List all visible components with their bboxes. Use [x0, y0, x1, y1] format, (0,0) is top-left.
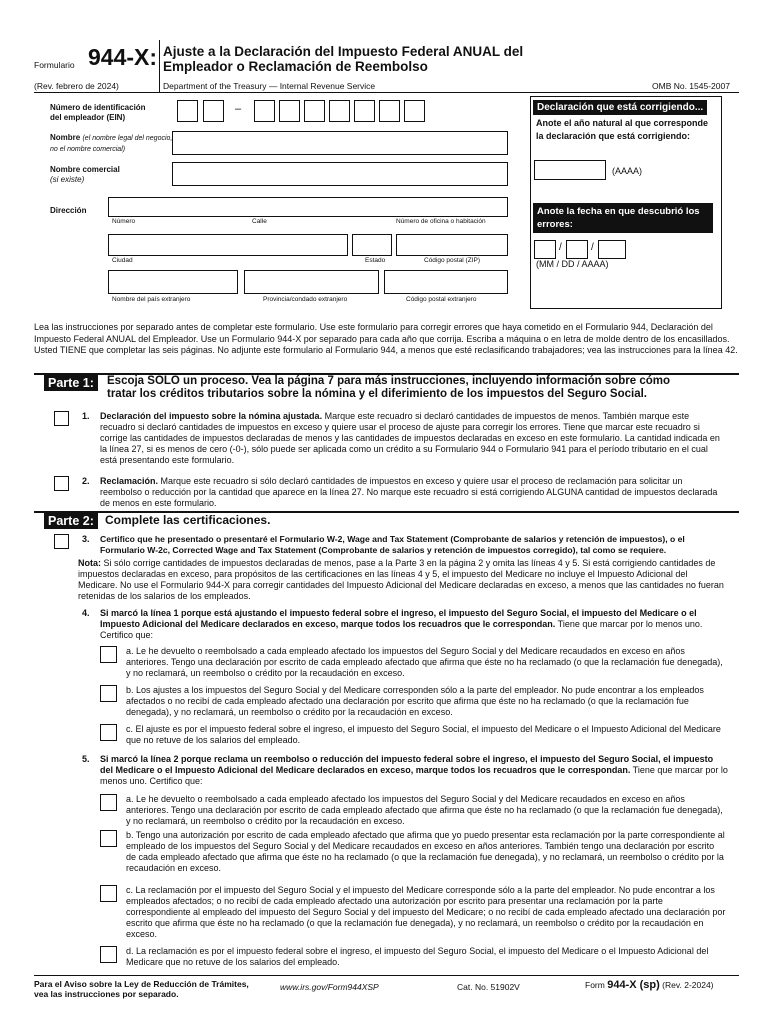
form-header [34, 40, 739, 92]
line5c-text: c. La reclamación por el impuesto del Seguro Social y el impuesto del Medicare corresponde sólo a la parte del empleador. No pude encontrar a los empleados afectados; o no recibí de cada empleado afectado una autorización por escrito para presentar una reclamación por la parte correspondiente al empleado del impuesto del Seguro Social y del impuesto del Medicare; o no recibí de cada empleado afectado una declaración por escrito que afirma que éste no ha reclamado (o que la reclamación fue denegada), y no reclamará, un reembolso o crédito por la recaudación en exceso. [126, 885, 726, 939]
line1-num: 1. [82, 411, 90, 421]
month-input[interactable] [534, 240, 556, 259]
estado-caption: Estado [365, 257, 386, 264]
date-slash-1: / [559, 242, 562, 253]
ein-digit-5[interactable] [304, 100, 325, 122]
ein-dash: – [235, 103, 242, 115]
line4-num: 4. [82, 608, 90, 618]
date-slash-2: / [591, 242, 594, 253]
line5b-text: b. Tengo una autorización por escrito de cada empleado afectado que afirma que yo puedo presentar esta reclamación por la parte correspondiente al empleado de los impuestos del Seguro Social y del Medicare recaudados en exceso en años anteriores. También tengo una declaración por escrito de cada empleado afectado que afirma que éste no ha reclamado (o que la reclamación fue denegada), y no reclamará, un reembolso o crédito por la recaudación en exceso. [126, 830, 725, 873]
ein-digit-4[interactable] [279, 100, 300, 122]
department: Department of the Treasury — Internal Revenue Service [163, 81, 376, 91]
line1-text: Declaración del impuesto sobre la nómina ajustada. Marque este recuadro si declaró cantidades de impuestos de menos. También marque este recuadro si declaró cantidades de impuestos en exceso y quiere usar el proceso de ajuste para corregir los errores. Tiene que marcar este recuadro si corrige las cantidades de impuestos declaradas de menos y las cantidades de impuestos declaradas en exceso en este formulario. La cantidad indicada en la línea 27, si es menos de cero (-0-), sólo puede ser aplicada como un crédito a su Formulario 944 o Formulario 941 para el período tributario en el cual está presentando este formulario. [100, 411, 720, 465]
nombre-input[interactable] [172, 131, 508, 155]
line4a-checkbox[interactable] [100, 646, 117, 663]
day-input[interactable] [566, 240, 588, 259]
fecha-heading: Anote la fecha en que descubrió los errores: [533, 203, 713, 233]
year-input[interactable] [534, 160, 606, 180]
pais-input[interactable] [108, 270, 238, 294]
form-title-line1: Ajuste a la Declaración del Impuesto Federal ANUAL del [163, 44, 524, 59]
line4c-checkbox[interactable] [100, 724, 117, 741]
provincia-caption: Provincia/condado extranjero [263, 296, 348, 303]
ciudad-input[interactable] [108, 234, 348, 256]
line5a-checkbox[interactable] [100, 794, 117, 811]
zip-caption: Código postal (ZIP) [424, 257, 480, 264]
nota-text: Nota: Si sólo corrige cantidades de impuestos declaradas de menos, pase a la Parte 3 en la página 2 y omita las líneas 4 y 5. Si está corrigiendo cantidades de impuestos declaradas en exceso, para propósitos de las certificaciones en las líneas 4 y 5, el impuesto del Medicare no incluye el Impuesto Adicional del Medicare. No use el Formulario 944-X para corregir cantidades del Impuesto Adicional del Medicare declaradas en exceso, a menos que las cantidades no fueran retenidas de los salarios de los empleados. [78, 558, 724, 601]
form-title-line2: Empleador o Reclamación de Reembolso [163, 59, 428, 74]
comercial-input[interactable] [172, 162, 508, 186]
direccion-input[interactable] [108, 197, 508, 217]
header-rule [34, 92, 739, 93]
ein-digit-1[interactable] [177, 100, 198, 122]
footer-cat: Cat. No. 51902V [457, 982, 520, 992]
calle-caption: Calle [252, 218, 267, 225]
footer-url[interactable]: www.irs.gov/Form944XSP [280, 982, 379, 992]
line5-text: Si marcó la línea 2 porque reclama un reembolso o reducción del impuesto federal sobre el ingreso, el impuesto del Seguro Social, el impuesto del Medicare o el Impuesto Adicional del Medicare declarados en exceso, marque todos los recuadros que le correspondan. Tiene que marcar por lo menos uno. Certifico que: [100, 754, 728, 786]
oficina-caption: Número de oficina o habitación [396, 218, 486, 225]
omb-number: OMB No. 1545-2007 [652, 81, 730, 91]
line5c-checkbox[interactable] [100, 885, 117, 902]
line4c-text: c. El ajuste es por el impuesto federal sobre el ingreso, el impuesto del Seguro Social, el impuesto del Medicare o el Impuesto Adicional del Medicare que no retuve de los salarios del empleado. [126, 724, 721, 745]
zip-input[interactable] [396, 234, 508, 256]
panel-anote: Anote el año natural al que corresponde la declaración que está corrigiendo: [536, 118, 709, 141]
line5b-checkbox[interactable] [100, 830, 117, 847]
ein-digit-8[interactable] [379, 100, 400, 122]
line4b-text: b. Los ajustes a los impuestos del Seguro Social y del Medicare corresponden sólo a la parte del empleador. No pude encontrar a los empleados afectados o no recibí de cada empleado afectado una declaración por escrito que afirma que éste no ha reclamado (o que la reclamación fue denegada), y no reclamará, un reembolso o crédito por la recaudación en exceso. [126, 685, 704, 717]
footer-rule [34, 975, 739, 976]
panel-heading: Declaración que está corrigiendo... [533, 100, 707, 115]
yearfound-input[interactable] [598, 240, 626, 259]
comercial-label: Nombre comercial (si existe) [50, 165, 120, 184]
line2-num: 2. [82, 476, 90, 486]
rev-date: (Rev. febrero de 2024) [34, 81, 119, 91]
footer-aviso: Para el Aviso sobre la Ley de Reducción de Trámites, vea las instrucciones por separado. [34, 979, 249, 999]
line3-checkbox[interactable] [54, 534, 69, 549]
estado-input[interactable] [352, 234, 392, 256]
line4b-checkbox[interactable] [100, 685, 117, 702]
parte1-title-2: tratar los créditos tributarios sobre la nómina y el diferimiento de los impuestos del Seguro Social. [107, 388, 647, 400]
parte1-label: Parte 1: [44, 375, 98, 391]
ein-digit-6[interactable] [329, 100, 350, 122]
ein-digit-7[interactable] [354, 100, 375, 122]
provincia-input[interactable] [244, 270, 379, 294]
ein-digit-9[interactable] [404, 100, 425, 122]
line3-text: Certifico que he presentado o presentaré el Formulario W-2, Wage and Tax Statement (Comprobante de salarios y retención de impuestos), o el Formulario W-2c, Corrected Wage and Tax Statement (Comprobante de salarios y retención de impuestos corregido), tal como se requiere. [100, 534, 685, 555]
header-divider [159, 40, 160, 92]
line4-text: Si marcó la línea 1 porque está ajustando el impuesto federal sobre el ingreso, el impuesto del Seguro Social, el impuesto del Medicare o el Impuesto Adicional del Medicare declarados en exceso, marque todos los recuadros que le correspondan. Tiene que marcar por lo menos uno. Certifico que: [100, 608, 703, 640]
footer-form: Form 944-X (sp) (Rev. 2-2024) [585, 979, 714, 991]
mmddaaaa-caption: (MM / DD / AAAA) [536, 259, 609, 269]
line2-checkbox[interactable] [54, 476, 69, 491]
ciudad-caption: Ciudad [112, 257, 133, 264]
intro-text: Lea las instrucciones por separado antes de completar este formulario. Use este formulario para corregir errores que haya cometido en el Formulario 944, Declaración del Impuesto Federal ANUAL del Empleador. Use un Formulario 944-X por separado para cada año que corrija. Escriba a máquina o en letra de molde dentro de los encasillados. Usted TIENE que completar las seis páginas. No adjunte este formulario al Formulario 944, a menos que esté reclasificando trabajadores; vea las instrucciones para la línea 42. [34, 322, 738, 355]
numero-caption: Número [112, 218, 136, 225]
ein-digit-2[interactable] [203, 100, 224, 122]
line3-num: 3. [82, 534, 90, 544]
nombre-label: Nombre (el nombre legal del negocio, no el nombre comercial) [50, 133, 173, 153]
cp-extranjero-input[interactable] [384, 270, 508, 294]
aaaa-caption: (AAAA) [612, 166, 643, 176]
parte2-label: Parte 2: [44, 513, 98, 529]
line5-num: 5. [82, 754, 90, 764]
line2-text: Reclamación. Marque este recuadro si sólo declaró cantidades de impuestos en exceso y quiere usar el proceso de reclamación para solicitar un reembolso o reducción por la cantidad que aparece en la línea 27. No marque este recuadro si está corrigiendo ALGUNA cantidad de impuestos declarada de menos en este formulario. [100, 476, 718, 508]
parte2-title: Complete las certificaciones. [105, 513, 271, 527]
direccion-label: Dirección [50, 206, 87, 215]
cp-extranjero-caption: Código postal extranjero [406, 296, 477, 303]
pais-caption: Nombre del país extranjero [112, 296, 191, 303]
parte1-title-1: Escoja SÓLO un proceso. Vea la página 7 para más instrucciones, incluyendo información sobre cómo [107, 375, 671, 387]
line5d-text: d. La reclamación es por el impuesto federal sobre el ingreso, el impuesto del Seguro Social, el impuesto del Medicare o el Impuesto Adicional del Medicare que no retuve de los salarios del empleado. [126, 946, 709, 967]
form-number: 944-X: [88, 44, 158, 70]
line1-checkbox[interactable] [54, 411, 69, 426]
ein-label: Número de identificación del empleador (EIN) [50, 103, 146, 122]
line5a-text: a. Le he devuelto o reembolsado a cada empleado afectado los impuestos del Seguro Social y del Medicare recaudados en exceso en años anteriores. Tengo una declaración por escrito de cada empleado afectado que afirma que éste no ha reclamado (o que la reclamación fue denegada), y no reclamará, un reembolso o crédito por la recaudación en exceso. [126, 794, 723, 826]
line4a-text: a. Le he devuelto o reembolsado a cada empleado afectado los impuestos del Seguro Social y del Medicare recaudados en exceso en años anteriores. Tengo una declaración por escrito de cada empleado afectado que afirma que éste no ha reclamado (o que la reclamación fue denegada), y no reclamará, un reembolso o crédito por la recaudación en exceso. [126, 646, 723, 678]
formulario-word: Formulario [34, 60, 75, 70]
line5d-checkbox[interactable] [100, 946, 117, 963]
ein-digit-3[interactable] [254, 100, 275, 122]
